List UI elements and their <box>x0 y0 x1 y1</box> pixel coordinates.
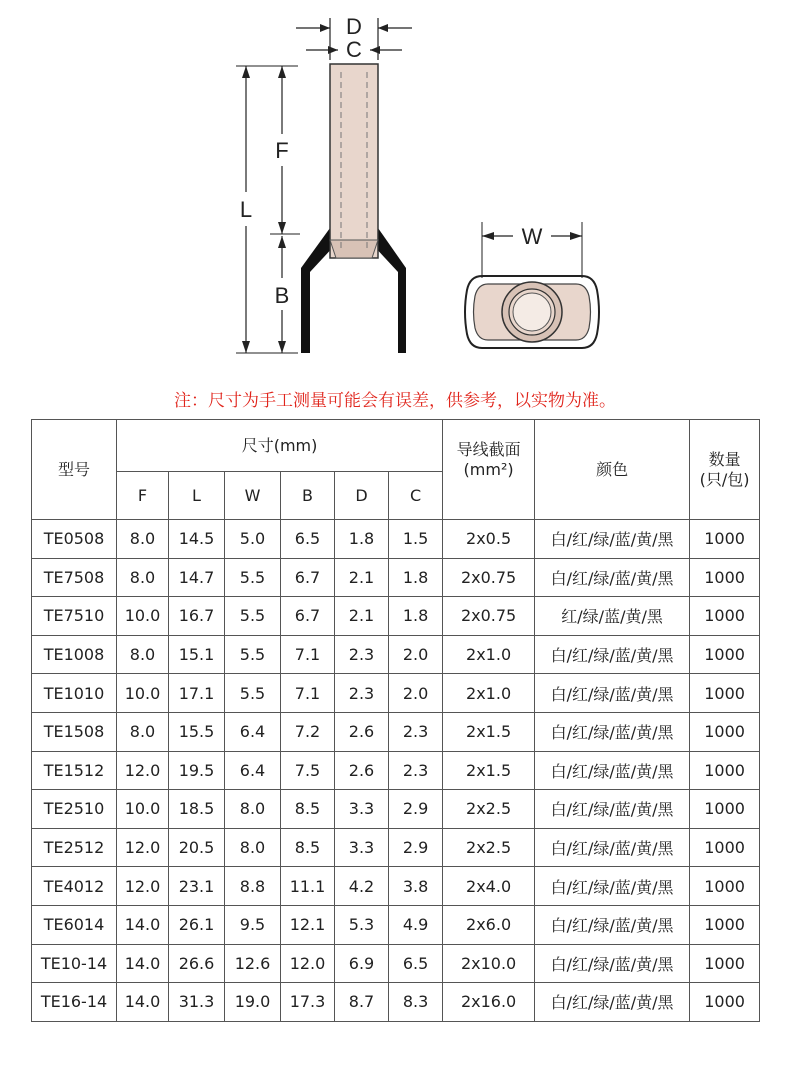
cell-quantity: 1000 <box>690 905 760 944</box>
cell-c: 1.8 <box>389 558 443 597</box>
cell-c: 2.9 <box>389 828 443 867</box>
cell-w: 9.5 <box>225 905 281 944</box>
cell-l: 14.5 <box>169 520 225 559</box>
cell-b: 7.5 <box>281 751 335 790</box>
cell-model: TE0508 <box>32 520 117 559</box>
cell-color: 白/红/绿/蓝/黄/黑 <box>535 712 690 751</box>
cell-cross-section: 2x10.0 <box>443 944 535 983</box>
cell-c: 2.3 <box>389 751 443 790</box>
cell-model: TE16-14 <box>32 983 117 1022</box>
cell-d: 8.7 <box>335 983 389 1022</box>
table-row <box>32 558 760 597</box>
label-l: L <box>239 197 253 222</box>
ferrule-end-view <box>465 276 599 348</box>
cell-color: 白/红/绿/蓝/黄/黑 <box>535 828 690 867</box>
cell-c: 1.8 <box>389 597 443 636</box>
cell-model: TE7510 <box>32 597 117 636</box>
terminal-diagram <box>0 0 790 380</box>
cell-f: 8.0 <box>117 635 169 674</box>
label-b: B <box>274 283 290 308</box>
cell-w: 8.0 <box>225 790 281 829</box>
cell-l: 20.5 <box>169 828 225 867</box>
cell-c: 1.5 <box>389 520 443 559</box>
table-row <box>32 905 760 944</box>
cell-l: 19.5 <box>169 751 225 790</box>
cell-w: 12.6 <box>225 944 281 983</box>
cell-quantity: 1000 <box>690 712 760 751</box>
cell-color: 白/红/绿/蓝/黄/黑 <box>535 905 690 944</box>
cell-w: 19.0 <box>225 983 281 1022</box>
cell-l: 15.5 <box>169 712 225 751</box>
cell-cross-section: 2x1.5 <box>443 712 535 751</box>
cell-f: 10.0 <box>117 597 169 636</box>
cell-color: 白/红/绿/蓝/黄/黑 <box>535 983 690 1022</box>
cell-model: TE4012 <box>32 867 117 906</box>
table-row <box>32 790 760 829</box>
table-row <box>32 597 760 636</box>
header-w: W <box>225 472 281 520</box>
cell-color: 红/绿/蓝/黄/黑 <box>535 597 690 636</box>
cell-color: 白/红/绿/蓝/黄/黑 <box>535 751 690 790</box>
insulation-collar-inner <box>310 244 398 353</box>
table-row <box>32 635 760 674</box>
cell-l: 14.7 <box>169 558 225 597</box>
header-l: L <box>169 472 225 520</box>
cell-model: TE2510 <box>32 790 117 829</box>
cell-c: 2.3 <box>389 712 443 751</box>
cell-f: 8.0 <box>117 712 169 751</box>
cell-cross-section: 2x0.75 <box>443 597 535 636</box>
cell-b: 6.7 <box>281 597 335 636</box>
table-row <box>32 944 760 983</box>
cell-c: 2.0 <box>389 635 443 674</box>
cell-f: 10.0 <box>117 674 169 713</box>
metal-tube <box>330 64 378 258</box>
cell-d: 2.6 <box>335 712 389 751</box>
cell-color: 白/红/绿/蓝/黄/黑 <box>535 558 690 597</box>
cell-c: 6.5 <box>389 944 443 983</box>
cell-d: 3.3 <box>335 828 389 867</box>
measurement-note: 注：尺寸为手工测量可能会有误差，供参考，以实物为准。 <box>174 391 616 411</box>
cell-quantity: 1000 <box>690 558 760 597</box>
cell-model: TE1010 <box>32 674 117 713</box>
cell-color: 白/红/绿/蓝/黄/黑 <box>535 635 690 674</box>
label-f: F <box>275 138 289 163</box>
cell-cross-section: 2x0.75 <box>443 558 535 597</box>
table-body <box>32 520 760 1022</box>
cell-b: 12.0 <box>281 944 335 983</box>
header-quantity <box>690 420 760 520</box>
cell-w: 5.0 <box>225 520 281 559</box>
cell-d: 2.3 <box>335 674 389 713</box>
cell-w: 5.5 <box>225 558 281 597</box>
cell-l: 18.5 <box>169 790 225 829</box>
cell-quantity: 1000 <box>690 944 760 983</box>
cell-b: 7.1 <box>281 674 335 713</box>
cell-d: 4.2 <box>335 867 389 906</box>
cell-color: 白/红/绿/蓝/黄/黑 <box>535 790 690 829</box>
cell-b: 6.5 <box>281 520 335 559</box>
cell-l: 31.3 <box>169 983 225 1022</box>
cell-quantity: 1000 <box>690 597 760 636</box>
table-row <box>32 751 760 790</box>
header-b: B <box>281 472 335 520</box>
cell-l: 23.1 <box>169 867 225 906</box>
cell-quantity: 1000 <box>690 790 760 829</box>
table-row <box>32 674 760 713</box>
cell-color: 白/红/绿/蓝/黄/黑 <box>535 520 690 559</box>
cell-quantity: 1000 <box>690 520 760 559</box>
cell-d: 3.3 <box>335 790 389 829</box>
cell-d: 2.1 <box>335 597 389 636</box>
cell-f: 14.0 <box>117 905 169 944</box>
table-row <box>32 867 760 906</box>
cell-quantity: 1000 <box>690 674 760 713</box>
table-row <box>32 712 760 751</box>
cell-w: 8.8 <box>225 867 281 906</box>
cell-f: 10.0 <box>117 790 169 829</box>
cell-color: 白/红/绿/蓝/黄/黑 <box>535 867 690 906</box>
cell-quantity: 1000 <box>690 751 760 790</box>
cell-d: 2.3 <box>335 635 389 674</box>
cell-f: 12.0 <box>117 828 169 867</box>
cell-quantity: 1000 <box>690 635 760 674</box>
cell-w: 5.5 <box>225 635 281 674</box>
cell-cross-section: 2x1.0 <box>443 674 535 713</box>
cell-l: 16.7 <box>169 597 225 636</box>
cell-d: 2.6 <box>335 751 389 790</box>
cell-c: 8.3 <box>389 983 443 1022</box>
cell-model: TE6014 <box>32 905 117 944</box>
label-d: D <box>346 14 362 39</box>
cell-f: 8.0 <box>117 520 169 559</box>
table-row <box>32 828 760 867</box>
cell-c: 3.8 <box>389 867 443 906</box>
header-quantity-line1: 数量 <box>708 449 741 469</box>
header-quantity-line2: (只/包) <box>699 469 750 489</box>
cell-model: TE1008 <box>32 635 117 674</box>
cell-l: 15.1 <box>169 635 225 674</box>
header-color: 颜色 <box>535 420 690 520</box>
cell-w: 6.4 <box>225 712 281 751</box>
cell-b: 6.7 <box>281 558 335 597</box>
cell-quantity: 1000 <box>690 828 760 867</box>
cell-b: 8.5 <box>281 828 335 867</box>
cell-l: 26.1 <box>169 905 225 944</box>
cell-model: TE2512 <box>32 828 117 867</box>
table-row <box>32 983 760 1022</box>
cell-cross-section: 2x6.0 <box>443 905 535 944</box>
cell-b: 8.5 <box>281 790 335 829</box>
header-size: 尺寸(mm) <box>117 420 443 472</box>
cell-cross-section: 2x1.0 <box>443 635 535 674</box>
cell-w: 5.5 <box>225 674 281 713</box>
cell-color: 白/红/绿/蓝/黄/黑 <box>535 674 690 713</box>
header-cross-section-line2: (mm²) <box>463 459 514 479</box>
cell-f: 12.0 <box>117 751 169 790</box>
cell-model: TE1512 <box>32 751 117 790</box>
cell-b: 12.1 <box>281 905 335 944</box>
cell-model: TE7508 <box>32 558 117 597</box>
header-model: 型号 <box>32 420 117 520</box>
cell-cross-section: 2x0.5 <box>443 520 535 559</box>
cell-f: 14.0 <box>117 944 169 983</box>
cell-l: 17.1 <box>169 674 225 713</box>
cell-quantity: 1000 <box>690 867 760 906</box>
cell-w: 5.5 <box>225 597 281 636</box>
header-d: D <box>335 472 389 520</box>
header-cross-section <box>443 420 535 520</box>
cell-b: 17.3 <box>281 983 335 1022</box>
table-row <box>32 520 760 559</box>
cell-cross-section: 2x1.5 <box>443 751 535 790</box>
label-w: W <box>521 224 543 249</box>
cell-c: 2.0 <box>389 674 443 713</box>
cell-model: TE10-14 <box>32 944 117 983</box>
cell-color: 白/红/绿/蓝/黄/黑 <box>535 944 690 983</box>
cell-cross-section: 2x2.5 <box>443 790 535 829</box>
cell-b: 7.1 <box>281 635 335 674</box>
label-c: C <box>346 37 362 62</box>
cell-model: TE1508 <box>32 712 117 751</box>
cell-f: 8.0 <box>117 558 169 597</box>
cell-cross-section: 2x16.0 <box>443 983 535 1022</box>
dimension-w <box>482 222 582 278</box>
header-cross-section-line1: 导线截面 <box>456 439 521 459</box>
cell-f: 14.0 <box>117 983 169 1022</box>
cell-c: 4.9 <box>389 905 443 944</box>
cell-w: 6.4 <box>225 751 281 790</box>
cell-b: 7.2 <box>281 712 335 751</box>
dimension-l <box>236 66 298 353</box>
cell-f: 12.0 <box>117 867 169 906</box>
cell-cross-section: 2x2.5 <box>443 828 535 867</box>
cell-cross-section: 2x4.0 <box>443 867 535 906</box>
cell-d: 5.3 <box>335 905 389 944</box>
cell-d: 1.8 <box>335 520 389 559</box>
cell-d: 6.9 <box>335 944 389 983</box>
cell-b: 11.1 <box>281 867 335 906</box>
dimension-b <box>275 236 290 353</box>
header-c: C <box>389 472 443 520</box>
dimension-c <box>306 37 402 62</box>
cell-w: 8.0 <box>225 828 281 867</box>
cell-l: 26.6 <box>169 944 225 983</box>
cell-c: 2.9 <box>389 790 443 829</box>
cell-quantity: 1000 <box>690 983 760 1022</box>
dimension-f <box>270 66 300 234</box>
ferrule-side-view <box>301 64 406 353</box>
cell-d: 2.1 <box>335 558 389 597</box>
spec-table <box>31 419 760 1022</box>
header-f: F <box>117 472 169 520</box>
